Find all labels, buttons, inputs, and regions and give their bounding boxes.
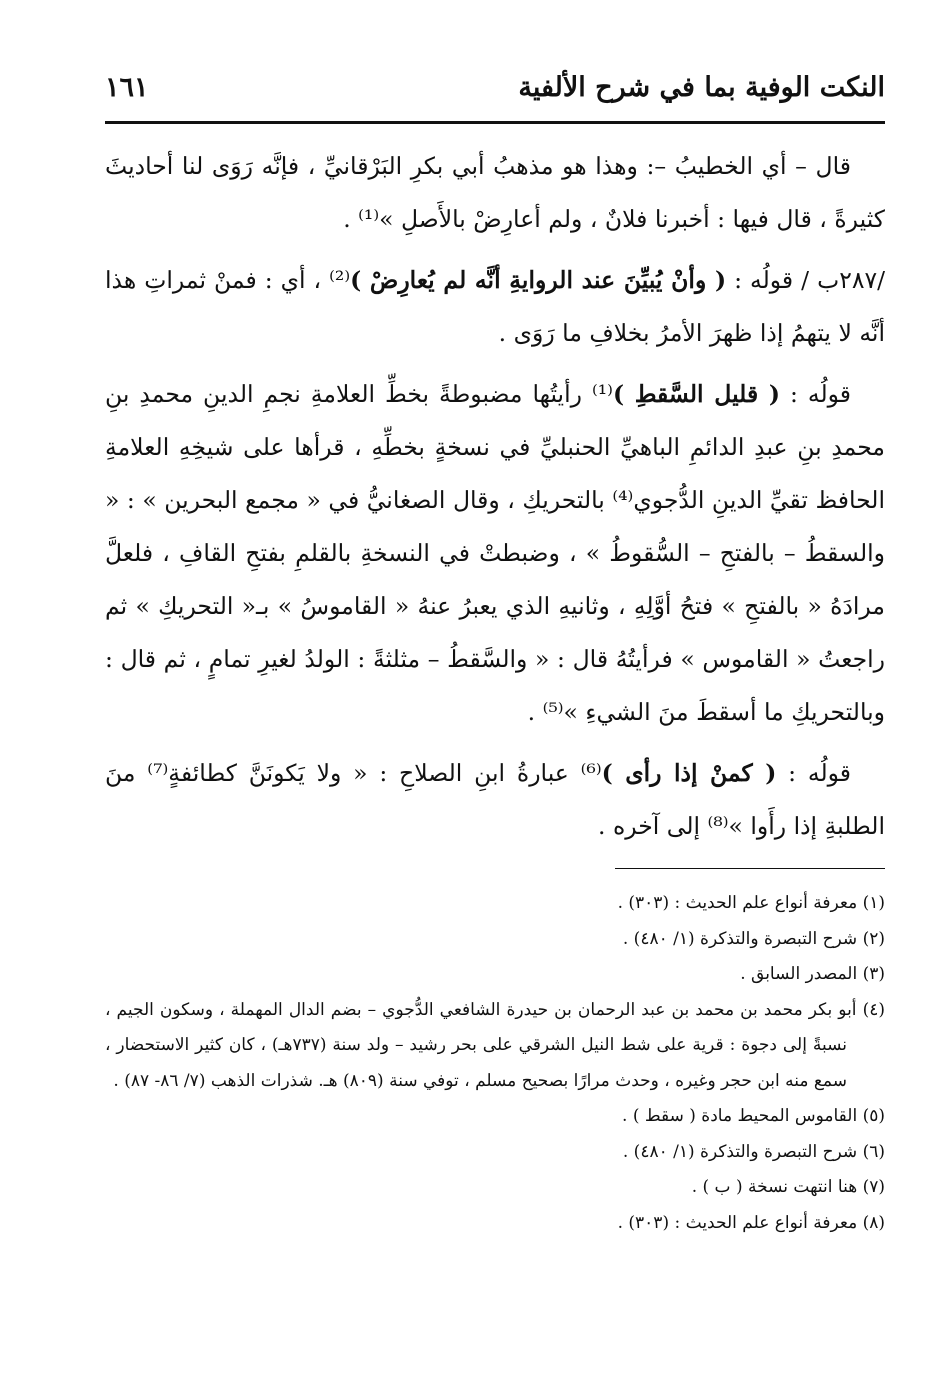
paragraph-2-rest: ⁽²⁾ ، أي : فمنْ ثمراتِ هذا أنَّه لا يتهمُ إذا ظهرَ الأمرُ بخلافِ ما رَوَى . [105,266,885,347]
paragraph-3-lead: قولُه : [779,380,851,408]
running-header [105,58,885,124]
footnote-7: (٧) هنا انتهت نسخة ( ب ) . [691,1177,885,1197]
footnote-8: (٨) معرفة أنواع علم الحديث : (٣٠٣) . [617,1212,885,1233]
footnote-6: (٦) شرح التبصرة والتذكرة (١/ ٤٨٠) . [622,1141,885,1162]
header-title: النكت الوفية بما في شرح الألفية [518,72,885,103]
paragraph-4-rest: ⁽⁶⁾ عبارةُ ابنِ الصلاحِ : « ولا يَكونَنَّ كطائفةٍ⁽⁷⁾ منَ الطلبةِ إذا رأَوا »⁽⁸⁾ إلى آخره . [105,759,885,840]
paragraph-3 [105,368,885,739]
footnote-1: (١) معرفة أنواع علم الحديث : (٣٠٣) . [617,893,885,913]
page-number: ١٦١ [105,72,149,103]
footnote-divider [615,868,885,869]
paragraph-2-lead: /٢٨٧ب / قولُه : [726,266,885,294]
footnote-2: (٢) شرح التبصرة والتذكرة (١/ ٤٨٠) . [622,928,885,949]
main-text [105,140,885,861]
paragraph-4-quote: ( كمنْ إذا رأى ) [601,759,777,787]
paragraph-1: قال – أي الخطيبُ –: وهذا هو مذهبُ أبي بكرِ البَرْقانيِّ ، فإنَّه رَوَى لنا أحاديثَ كثيرةً ، قال فيها : أخبرنا فلانٌ ، ولم أعارِضْ بالأَصلِ »⁽¹⁾ . [105,152,885,233]
paragraph-4 [105,747,885,853]
footnote-3: (٣) المصدر السابق . [740,964,885,984]
paragraph-2-quote: ( وأنْ يُبيِّنَ عند الروايةِ أنَّه لم يُعارِضْ ) [350,266,727,294]
paragraph-3-rest: ⁽¹⁾ رأيتُها مضبوطةً بخطِّ العلامةِ نجمِ الدينِ محمدِ بنِ محمدِ بنِ عبدِ الدائمِ الباهيِّ الحنبليِّ في نسخةٍ بخطِّهِ ، قرأها على شيخِهِ العلامةِ الحافظ تقيِّ الدينِ الدُّجوي⁽⁴⁾ بالتحريكِ ، وقال الصغانيُّ في « مجمع البحرين » : « والسقطُ – بالفتحِ – السُّقوطُ » ، وضبطتْ في النسخةِ بالقلمِ بفتحِ القافِ ، فلعلَّ مرادَهُ « بالفتحِ » فتحُ أوَّلِهِ ، وثانيهِ الذي يعبرُ عنهُ « القاموسُ » بـ« التحريكِ » ثم راجعتُ « القاموس » فرأيتُهُ قال : « والسَّقطُ – مثلثةً : الولدُ لغيرِ تمامٍ ، ثم قال : وبالتحريكِ ما أسقطَ منَ الشيءِ »⁽⁵⁾ . [105,380,885,726]
footnotes [105,886,885,1241]
header-divider [105,121,885,124]
paragraph-2 [105,254,885,360]
footnote-5: (٥) القاموس المحيط مادة ( سقط ) . [622,1106,885,1126]
paragraph-4-lead: قولُه : [776,759,851,787]
footnote-4: (٤) أبو بكر محمد بن محمد بن عبد الرحمان بن حيدرة الشافعي الدُّجوي – بضم الدال المهملة ، وسكون الجيم ، نسبةً إلى دجوة : قرية على شط النيل الشرقي على بحر رشيد – ولد سنة (٧٣٧هـ) ، كان كثير الاستحضار ، سمع منه ابن حجر وغيره ، وحدث مرارًا بصحيح مسلم ، توفي سنة (٨٠٩) هـ. شذرات الذهب (٧/ ٨٦- ٨٧) . [105,999,885,1091]
paragraph-3-quote: ( قليل السَّقطِ ) [612,380,780,408]
